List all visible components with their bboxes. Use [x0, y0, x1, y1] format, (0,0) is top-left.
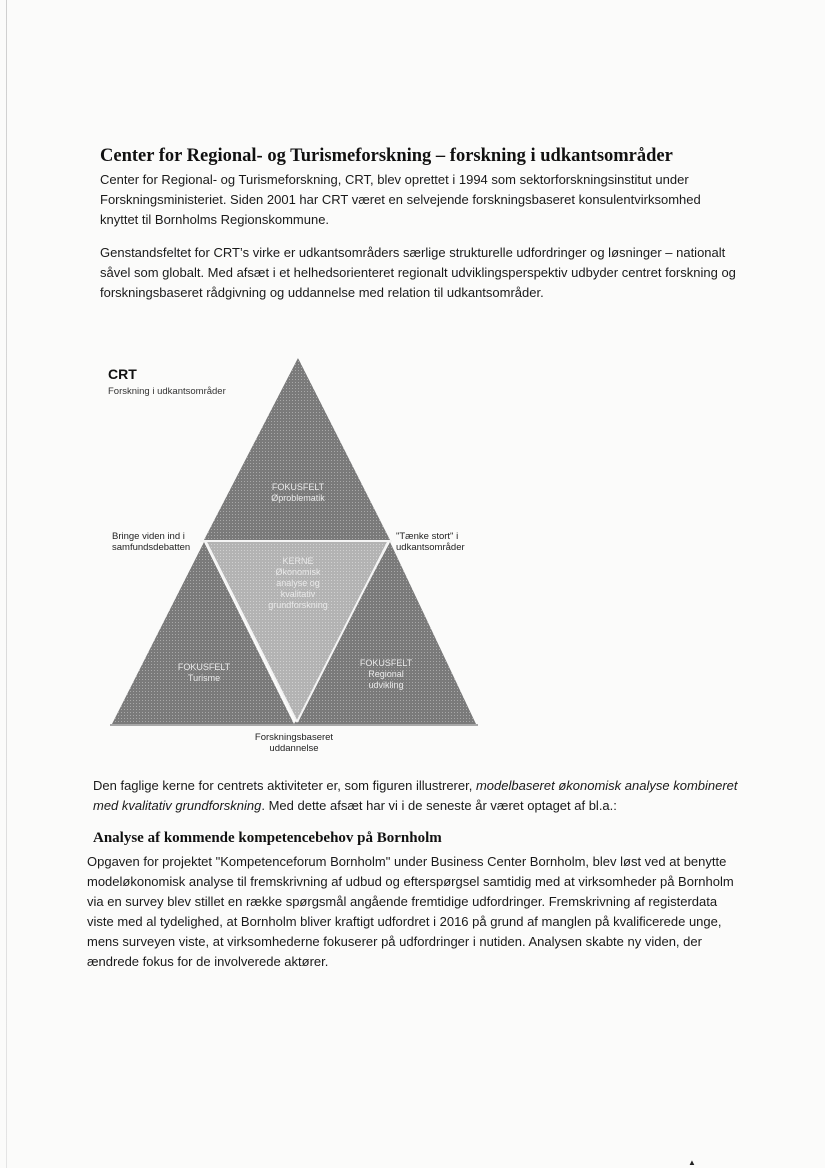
intro-paragraph-2: Genstandsfeltet for CRT’s virke er udkantsområders særlige strukturelle udfordringer og løsninger – nationalt såvel som globalt. Med afsæt i et helhedsorienteret regionalt udviklingsperspektiv udbyder centret forskning og forskningsbaseret rådgivning og uddannelse med relation til udkantsområder. [100, 245, 736, 300]
crt-triangle-figure [100, 352, 480, 762]
page-scan-edge [6, 0, 7, 1168]
right-focus-label: FOKUSFELT Regional udvikling [359, 658, 413, 690]
right-side-label: "Tænke stort" i udkantsområder [396, 531, 465, 553]
analysis-paragraph: Opgaven for projektet "Kompetenceforum Bornholm" under Business Center Bornholm, blev løst ved at benytte modeløkonomisk analyse til fremskrivning af udbud og efterspørgsel samtidig med at virksomheder på Bornholm via en survey blev stillet en række spørgsmål angående fremtidige udfordringer. Fremskrivning af registerdata viste med al tydelighed, at Bornholm bliver kraftigt udfordret i 2016 på grund af manglen på kvalificerede unge, mens surveyen viste, at virksomhederne fokuserer på udfordringer i nutiden. Analysen skabte ny viden, der ændrede fokus for de involverede aktører. [87, 854, 734, 969]
core-label: KERNE Økonomisk analyse og kvalitativ grundforskning [268, 556, 328, 610]
analysis-subheading: Analyse af kommende kompetencebehov på Bornholm [93, 830, 442, 846]
top-focus-label: FOKUSFELT Øproblematik [271, 482, 325, 503]
figure-title: CRT [108, 366, 137, 382]
scan-mark: ▲ [688, 1158, 696, 1167]
intro-paragraph-1: Center for Regional- og Turismeforskning, CRT, blev oprettet i 1994 som sektorforskningsinstitut under Forskningsministeriet. Siden 2001 har CRT været en selvejende forskningsbaseret konsulentvirksomhed knyttet til Bornholms Regionskommune. [100, 172, 701, 227]
left-side-label: Bringe viden ind i samfundsdebatten [112, 531, 191, 553]
bottom-label: Forskningsbaseret uddannelse [254, 732, 334, 754]
page-heading: Center for Regional- og Turismeforskning – forskning i udkantsområder [100, 146, 673, 166]
figure-subtitle: Forskning i udkantsområder [108, 386, 226, 397]
top-focus-triangle [204, 358, 390, 540]
core-description-paragraph: Den faglige kerne for centrets aktiviteter er, som figuren illustrerer, modelbaseret økonomisk analyse kombineret med kvalitativ grundforskning. Med dette afsæt har vi i de seneste år været optaget af bl.a.: [93, 778, 738, 813]
emphasis-text: modelbaseret økonomisk analyse kombineret med kvalitativ grundforskning [93, 778, 738, 813]
left-focus-label: FOKUSFELT Turisme [177, 662, 231, 683]
